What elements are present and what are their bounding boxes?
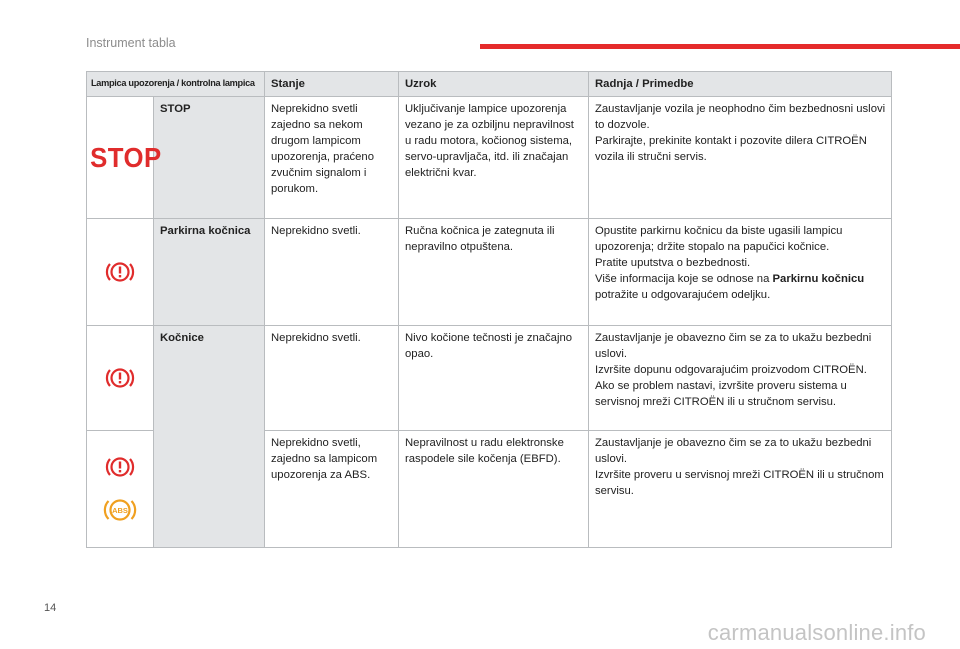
action-ref-prefix: Više informacija koje se odnose na <box>595 273 773 286</box>
action-cell <box>589 326 892 431</box>
warning-lamp-table <box>86 71 892 548</box>
lamp-name: Kočnice <box>154 326 265 548</box>
abs-icon <box>103 496 137 524</box>
cause-cell: Uključivanje lampice upozorenja vezano je za ozbiljnu nepravilnost u radu motora, kočionog sistema, servo-upravljača, itd. ili značajan električni kvar. <box>399 97 589 219</box>
status-cell: Neprekidno svetli. <box>265 219 399 326</box>
action-reference <box>595 271 886 303</box>
lamp-name: STOP <box>154 97 265 219</box>
action-line: Zaustavljanje je obavezno čim se za to ukažu bezbedni uslovi. <box>595 437 872 466</box>
action-cell <box>589 431 892 548</box>
brake-warning-icon <box>105 259 135 285</box>
header-accent-bar <box>480 44 960 49</box>
icon-cell <box>87 97 162 219</box>
action-line: Parkirajte, prekinite kontakt i pozovite dilera CITROËN vozila ili stručni servis. <box>595 135 867 164</box>
action-ref-link: Parkirnu kočnicu <box>772 273 865 286</box>
table-header-row <box>87 72 892 97</box>
action-line: Opustite parkirnu kočnicu da biste ugasili lampicu upozorenja; držite stopalo na papučici kočnice. <box>595 225 843 254</box>
stop-icon: STOP <box>90 141 162 173</box>
brake-warning-icon <box>105 454 135 480</box>
watermark: carmanualsonline.info <box>707 620 926 645</box>
status-cell: Neprekidno svetli. <box>265 326 399 431</box>
action-cell <box>589 219 892 326</box>
action-line: Zaustavljanje vozila je neophodno čim bezbednosni uslovi to dozvole. <box>595 103 886 132</box>
action-line: Ako se problem nastavi, izvršite proveru sistema u servisnoj mreži CITROËN ili u stručnom servisu. <box>595 380 847 409</box>
table-row <box>87 97 892 219</box>
action-line: Izvršite proveru u servisnoj mreži CITROËN ili u stručnom servisu. <box>595 469 884 498</box>
icon-cell <box>87 431 154 548</box>
table-row <box>87 219 892 326</box>
action-cell <box>589 97 892 219</box>
cause-cell: Nepravilnost u radu elektronske raspodele sile kočenja (EBFD). <box>399 431 589 548</box>
abs-icon-label: ABS <box>112 506 128 515</box>
table-row <box>87 326 892 431</box>
page-number: 14 <box>44 602 57 614</box>
icon-cell <box>87 219 154 326</box>
section-title: Instrument tabla <box>86 36 176 50</box>
cause-cell: Ručna kočnica je zategnuta ili nepravilno otpuštena. <box>399 219 589 326</box>
action-line: Pratite uputstva o bezbednosti. <box>595 257 751 270</box>
status-cell: Neprekidno svetli zajedno sa nekom drugom lampicom upozorenja, praćeno zvučnim signalom i porukom. <box>265 97 399 219</box>
header-action: Radnja / Primedbe <box>589 72 892 97</box>
header-lamp: Lampica upozorenja / kontrolna lampica <box>87 72 265 97</box>
brake-warning-icon <box>105 365 135 391</box>
status-cell: Neprekidno svetli, zajedno sa lampicom upozorenja za ABS. <box>265 431 399 548</box>
icon-cell <box>87 326 154 431</box>
action-ref-suffix: potražite u odgovarajućem odeljku. <box>595 289 771 302</box>
action-line: Izvršite dopunu odgovarajućim proizvodom CITROËN. <box>595 364 867 377</box>
action-line: Zaustavljanje je obavezno čim se za to ukažu bezbedni uslovi. <box>595 332 872 361</box>
header-status: Stanje <box>265 72 399 97</box>
header-cause: Uzrok <box>399 72 589 97</box>
cause-cell: Nivo kočione tečnosti je značajno opao. <box>399 326 589 431</box>
lamp-name: Parkirna kočnica <box>154 219 265 326</box>
